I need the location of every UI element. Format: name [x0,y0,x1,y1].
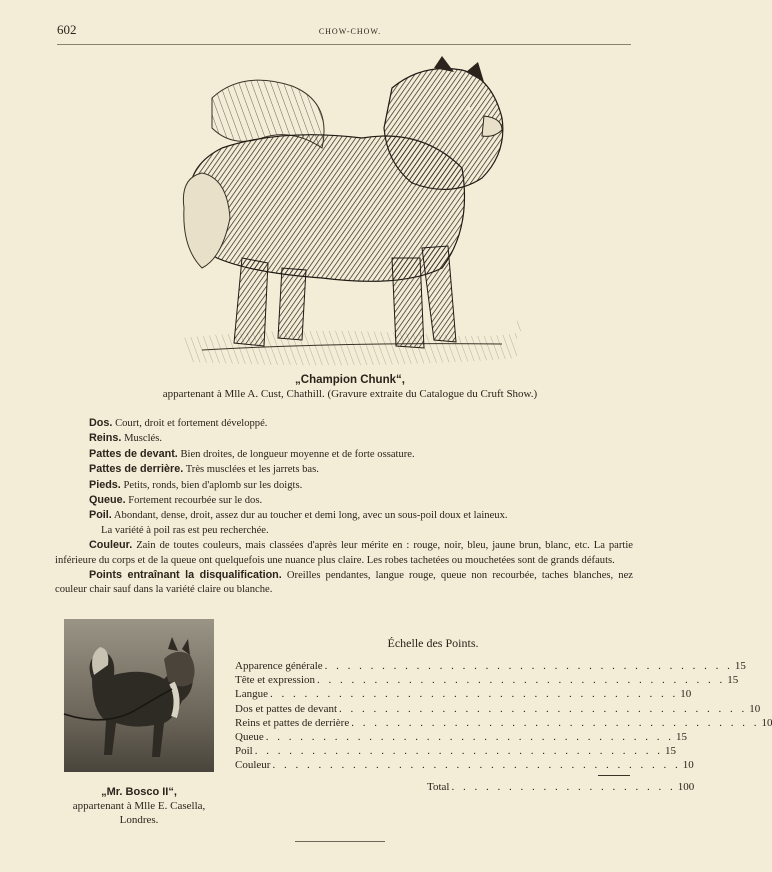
figure1-caption: appartenant à Mlle A. Cust, Chathill. (Gravure extraite du Catalogue du Cruft Show.) [162,388,538,400]
para-poil [55,508,633,523]
term-couleur: Couleur. [89,539,133,552]
text-queue: Fortement recourbée sur le dos. [128,495,263,507]
points-row: Reins et pattes de derrière . . . . . . . . . . . . . . . . . . . . . . . . . . . . . . . . . . . . 10 [235,716,772,729]
points-value: 15 [734,660,746,672]
points-label: Dos et pattes de devant [235,702,338,715]
text-pattes-devant: Bien droites, de longueur moyenne et de forte ossature. [180,448,415,460]
text-couleur: Zain de toutes couleurs, mais classées d'après leur mérite en : rouge, noir, bleu, jaune brun, blanc, etc. La partie inférieure du corps et de la queue ont quelquefois une nuance plus claire. Les robes tachetées ou mouchetées sont de grands défauts. [55,540,633,566]
para-pieds [55,478,633,493]
points-value: 10 [749,702,761,715]
points-value: 10 [761,716,772,729]
figure2-name: „Mr. Bosco II“, [101,786,177,798]
mr-bosco-photo [64,619,214,772]
text-pattes-derriere: Très musclées et les jarrets bas. [185,464,319,476]
header-rule [57,44,631,45]
points-row: Langue . . . . . . . . . . . . . . . . . . . . . . . . . . . . . . . . . . . . 10 [235,688,692,701]
points-label: Couleur [235,759,271,772]
para-pattes-derriere [55,462,633,477]
term-queue: Queue. [89,494,126,507]
para-disqualification [55,568,633,598]
term-pattes-devant: Pattes de devant. [89,447,178,460]
para-poil-note: La variété à poil ras est peu recherchée. [101,524,269,536]
total-label: Total [427,781,450,793]
points-row: Poil . . . . . . . . . . . . . . . . . . . . . . . . . . . . . . . . . . . . 15 [235,745,676,758]
points-label: Queue [235,730,264,743]
para-queue [55,493,633,508]
total-value: 100 [677,781,695,793]
breed-description [55,416,633,598]
points-value: 15 [675,730,687,743]
points-label: Poil [235,745,253,758]
points-label: Tête et expression [235,674,316,687]
text-poil: Abondant, dense, droit, assez dur au toucher et demi long, avec un sous-poil doux et laineux. [113,510,508,522]
text-pieds: Petits, ronds, bien d'aplomb sur les doigts. [123,479,303,491]
text-dos: Court, droit et fortement développé. [115,418,268,429]
points-total-row: Total . . . . . . . . . . . . . . . . . . . . 100 [427,781,695,793]
points-scale-list [235,660,772,774]
figure2-city: Londres. [119,814,159,826]
points-row: Apparence générale . . . . . . . . . . . . . . . . . . . . . . . . . . . . . . . . . . . . 15 [235,660,746,672]
running-head: CHOW-CHOW. [318,27,382,36]
text-disqualification: Oreilles pendantes, langue rouge, queue non recourbée, taches blanches, nez couleur chair sauf dans la variété claire ou blanche. [55,570,633,596]
para-couleur [55,538,633,568]
total-rule [598,775,630,776]
points-row: Queue . . . . . . . . . . . . . . . . . . . . . . . . . . . . . . . . . . . . 15 [235,730,687,743]
points-label: Apparence générale [235,660,323,672]
page-number: 602 [57,22,77,37]
points-value: 10 [680,688,692,701]
term-poil: Poil. [89,509,112,522]
points-row: Dos et pattes de devant . . . . . . . . . . . . . . . . . . . . . . . . . . . . . . . . . . . . 10 [235,702,761,715]
term-reins: Reins. [89,432,122,445]
term-pattes-derriere: Pattes de derrière. [89,463,184,476]
term-pieds: Pieds. [89,478,121,491]
points-row: Tête et expression . . . . . . . . . . . . . . . . . . . . . . . . . . . . . . . . . . . . 15 [235,674,739,687]
figure2-caption [40,785,238,827]
points-scale-title: Échelle des Points. [387,636,479,650]
para-reins [55,431,633,446]
term-dos: Dos. [89,417,113,429]
points-value: 10 [682,759,694,772]
points-label: Reins et pattes de derrière [235,716,350,729]
bottom-rule [295,841,385,842]
term-disqualification: Points entraînant la disqualification. [89,569,282,582]
para-dos [55,416,633,431]
points-row: Couleur . . . . . . . . . . . . . . . . . . . . . . . . . . . . . . . . . . . . 10 [235,759,694,772]
points-label: Langue [235,688,268,701]
figure1-name: „Champion Chunk“, [295,374,405,386]
chow-chow-engraving [172,58,520,374]
points-value: 15 [727,674,739,687]
figure2-owner: appartenant à Mlle E. Casella, [72,800,206,812]
text-reins: Musclés. [124,433,163,445]
points-value: 15 [664,745,676,758]
para-pattes-devant [55,447,633,462]
